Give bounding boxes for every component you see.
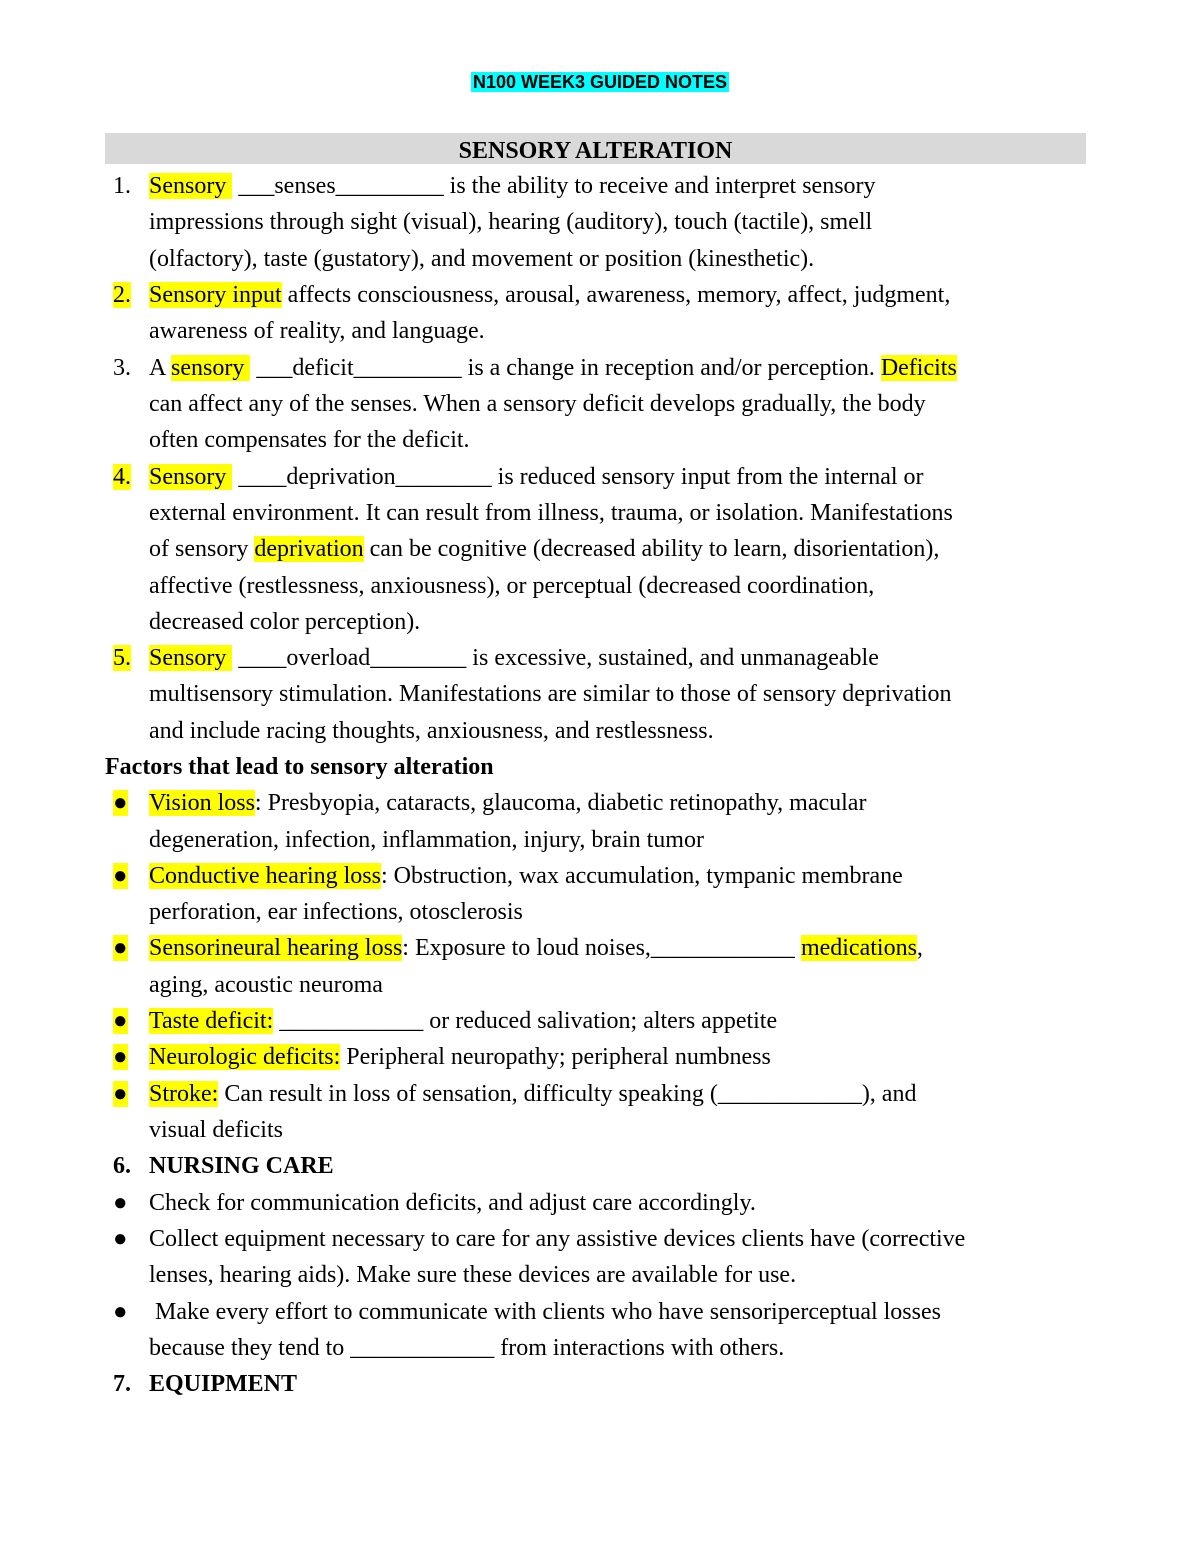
factors-heading: Factors that lead to sensory alteration	[105, 754, 494, 780]
item-2-line-2: awareness of reality, and language.	[149, 318, 485, 344]
highlight: deprivation	[254, 536, 364, 562]
factor-sensorineural-line-2: aging, acoustic neuroma	[149, 972, 383, 998]
factor-sensorineural-hearing-loss: Sensorineural hearing loss: Exposure to loud noises,____________ medications,	[149, 935, 923, 961]
bullet-icon: ●	[113, 1008, 128, 1034]
equipment-heading: EQUIPMENT	[149, 1371, 298, 1397]
item-3-line-2: can affect any of the senses. When a sensory deficit develops gradually, the body	[149, 391, 926, 417]
item-3-line-3: often compensates for the deficit.	[149, 427, 470, 453]
item-7-number: 7.	[113, 1371, 131, 1397]
highlight: Sensory input	[149, 282, 282, 308]
section-title: SENSORY ALTERATION	[458, 138, 733, 164]
factor-vision-loss-line-2: degeneration, infection, inflammation, injury, brain tumor	[149, 827, 704, 853]
highlight: sensory	[171, 355, 251, 381]
highlight: Deficits	[880, 355, 957, 381]
item-4-number: 4.	[113, 464, 131, 490]
item-5-line-1: Sensory ____overload________ is excessive, sustained, and unmanageable	[149, 645, 879, 671]
item-1-number: 1.	[113, 173, 131, 199]
highlight: Sensory	[149, 464, 233, 490]
item-5-number: 5.	[113, 645, 131, 671]
item-4-line-2: external environment. It can result from illness, trauma, or isolation. Manifestations	[149, 500, 953, 526]
item-1-line-1: Sensory ___senses_________ is the ability to receive and interpret sensory	[149, 173, 876, 199]
factor-taste-deficit: Taste deficit: ____________ or reduced salivation; alters appetite	[149, 1008, 778, 1034]
nursing-bullet-3: Make every effort to communicate with clients who have sensoriperceptual losses	[149, 1299, 941, 1325]
item-4-line-4: affective (restlessness, anxiousness), or perceptual (decreased coordination,	[149, 573, 875, 599]
highlight: Sensory	[149, 173, 233, 199]
document-title: N100 WEEK3 GUIDED NOTES	[472, 72, 728, 92]
item-1-line-2: impressions through sight (visual), hearing (auditory), touch (tactile), smell	[149, 209, 873, 235]
highlight: Vision loss	[149, 790, 255, 816]
item-3-line-1: A sensory ___deficit_________ is a change in reception and/or perception. Deficits	[149, 355, 957, 381]
bullet-icon: ●	[113, 935, 128, 961]
item-4-line-5: decreased color perception).	[149, 609, 421, 635]
bullet-icon: ●	[113, 1081, 128, 1107]
item-6-number: 6.	[113, 1153, 131, 1179]
highlight: Taste deficit:	[149, 1008, 274, 1034]
item-3-number: 3.	[113, 355, 131, 381]
highlight: medications	[800, 935, 917, 961]
bullet-icon: ●	[113, 790, 128, 816]
factor-vision-loss: Vision loss: Presbyopia, cataracts, glaucoma, diabetic retinopathy, macular	[149, 790, 867, 816]
highlight: Stroke:	[149, 1081, 219, 1107]
factor-conductive-line-2: perforation, ear infections, otosclerosis	[149, 899, 523, 925]
item-4-line-3: of sensory deprivation can be cognitive (decreased ability to learn, disorientation),	[149, 536, 940, 562]
bullet-icon: ●	[113, 1044, 128, 1070]
nursing-bullet-2: Collect equipment necessary to care for any assistive devices clients have (corrective	[149, 1226, 966, 1252]
nursing-bullet-2-line-2: lenses, hearing aids). Make sure these devices are available for use.	[149, 1262, 797, 1288]
item-5-line-2: multisensory stimulation. Manifestations are similar to those of sensory deprivation	[149, 681, 952, 707]
highlight: Sensorineural hearing loss	[149, 935, 403, 961]
nursing-bullet-1: Check for communication deficits, and adjust care accordingly.	[149, 1190, 756, 1216]
item-4-line-1: Sensory ____deprivation________ is reduced sensory input from the internal or	[149, 464, 924, 490]
highlight: Neurologic deficits:	[149, 1044, 341, 1070]
factor-stroke-line-2: visual deficits	[149, 1117, 283, 1143]
bullet-icon: ●	[113, 863, 128, 889]
bullet-icon: ●	[113, 1190, 128, 1216]
factor-stroke: Stroke: Can result in loss of sensation, difficulty speaking (____________), and	[149, 1081, 917, 1107]
bullet-icon: ●	[113, 1299, 128, 1325]
factor-neurologic-deficits: Neurologic deficits: Peripheral neuropathy; peripheral numbness	[149, 1044, 771, 1070]
nursing-bullet-3-line-2: because they tend to ____________ from interactions with others.	[149, 1335, 785, 1361]
nursing-care-heading: NURSING CARE	[149, 1153, 334, 1179]
bullet-icon: ●	[113, 1226, 128, 1252]
highlight: Sensory	[149, 645, 233, 671]
factor-conductive-hearing-loss: Conductive hearing loss: Obstruction, wax accumulation, tympanic membrane	[149, 863, 903, 889]
item-2-number: 2.	[113, 282, 131, 308]
item-1-line-3: (olfactory), taste (gustatory), and movement or position (kinesthetic).	[149, 246, 815, 272]
highlight: Conductive hearing loss	[149, 863, 381, 889]
item-2-line-1: Sensory input affects consciousness, arousal, awareness, memory, affect, judgment,	[149, 282, 951, 308]
item-5-line-3: and include racing thoughts, anxiousness, and restlessness.	[149, 718, 714, 744]
